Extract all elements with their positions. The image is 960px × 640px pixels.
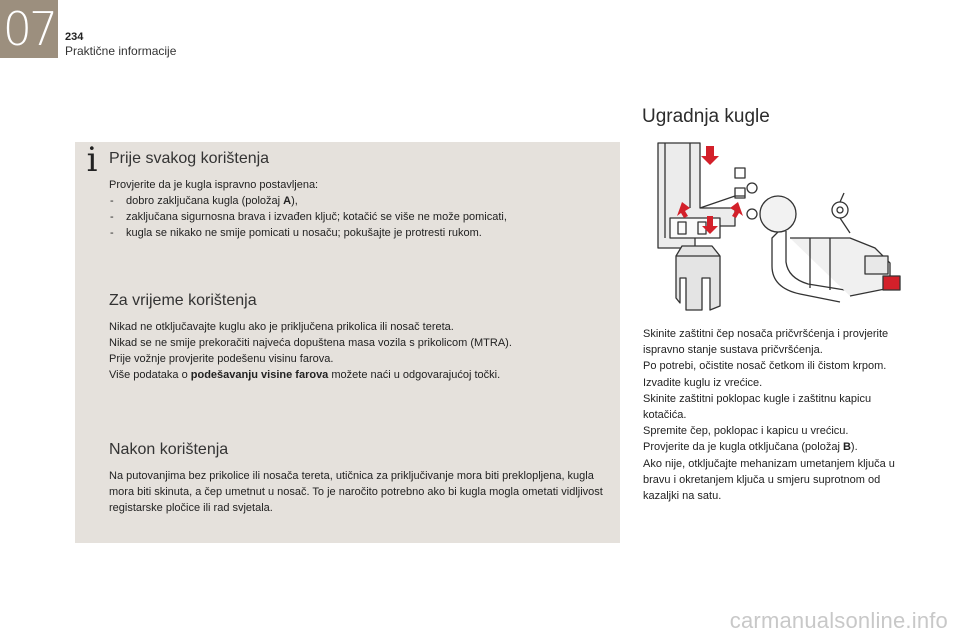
list-item: - zaključana sigurnosna brava i izvađen ključ; kotačić se više ne može pomicati, — [109, 209, 599, 225]
before-use-intro: Provjerite da je kugla ispravno postavljena: — [109, 179, 319, 191]
list-item: - dobro zaključana kugla (položaj A), — [109, 193, 599, 209]
section-title: Praktične informacije — [65, 44, 177, 58]
fitting-instructions — [643, 326, 911, 504]
fitting-step: Izvadite kuglu iz vrećice. — [643, 376, 763, 389]
before-use-section — [109, 150, 599, 241]
after-use-heading: Nakon korištenja — [109, 441, 229, 458]
after-use-text: Na putovanjima bez prikolice ili nosača tereta, utičnica za priključivanje mora biti preklopljena, kugla mora biti skinuta, a čep umetnut u nosač. To je naročito potrebno ako bi kugla mogla ometati vidljivost registarske pločice ili rad svjetala. — [109, 470, 603, 514]
before-use-heading: Prije svakog korištenja — [109, 150, 270, 167]
during-use-section — [109, 292, 599, 383]
watermark: carmanualsonline.info — [729, 608, 948, 633]
during-use-reference: Više podataka o podešavanju visine farova možete naći u odgovarajućoj točki. — [109, 369, 501, 381]
during-use-heading: Za vrijeme korištenja — [109, 292, 257, 309]
tow-ball-illustration — [640, 138, 910, 318]
before-use-list — [109, 193, 599, 241]
page-number: 234 — [65, 31, 84, 43]
fitting-step: Spremite čep, poklopac i kapicu u vrećicu. — [643, 425, 849, 438]
fitting-step: Skinite zaštitni čep nosača pričvršćenja i provjerite ispravno stanje sustava pričvršćenja. — [643, 328, 889, 357]
during-use-line: Prije vožnje provjerite podešenu visinu farova. — [109, 353, 334, 365]
during-use-line: Nikad se ne smije prekoračiti najveća dopuštena masa vozila s prikolicom (MTRA). — [109, 337, 512, 349]
during-use-line: Nikad ne otključavajte kuglu ako je priključena prikolica ili nosač tereta. — [109, 321, 454, 333]
list-item: - kugla se nikako ne smije pomicati u nosaču; pokušajte je protresti rukom. — [109, 225, 599, 241]
fitting-step: Skinite zaštitni poklopac kugle i zaštitnu kapicu kotačića. — [643, 392, 872, 422]
fitting-step: Provjerite da je kugla otključana (položaj B). — [643, 441, 858, 454]
fitting-heading: Ugradnja kugle — [642, 106, 770, 127]
info-icon: i — [86, 140, 98, 180]
fitting-step: Po potrebi, očistite nosač četkom ili čistom krpom. — [643, 360, 887, 373]
chapter-number: 07 — [0, 0, 58, 58]
after-use-section — [109, 441, 609, 516]
fitting-step: Ako nije, otključajte mehanizam umetanjem ključa u bravu i okretanjem ključa u smjeru suprotnom od kazaljki na satu. — [643, 457, 895, 503]
